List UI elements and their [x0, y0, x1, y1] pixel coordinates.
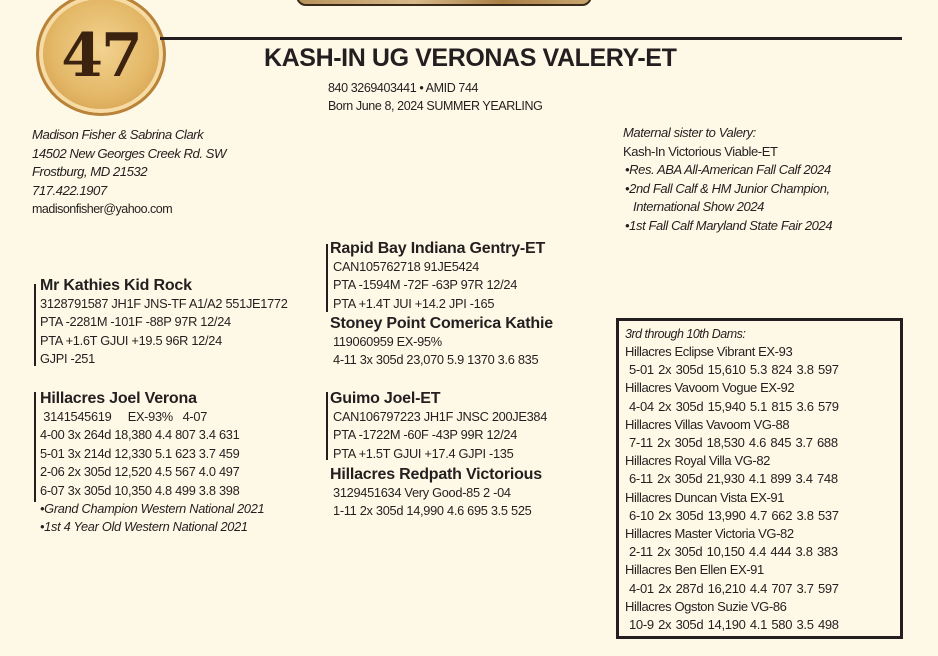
sire-line: GJPI -251	[40, 351, 95, 367]
sire-bracket	[34, 284, 38, 366]
header-decoration	[296, 0, 592, 6]
sire-name: Mr Kathies Kid Rock	[40, 277, 192, 294]
dams-box-heading: 3rd through 10th Dams:	[625, 327, 746, 341]
sire-sire-name: Rapid Bay Indiana Gentry-ET	[330, 240, 546, 257]
dam-line: 4-00 3x 264d 18,380 4.4 807 3.4 631	[40, 427, 240, 443]
dam-entry-name: Hillacres Villas Vavoom VG-88	[625, 416, 790, 432]
maternal-name: Kash-In Victorious Viable-ET	[623, 143, 778, 159]
dam-entry-record: 2-11 2x 305d 10,150 4.4 444 3.8 383	[629, 544, 838, 560]
owner-block	[32, 126, 226, 219]
dams-list	[625, 343, 900, 634]
dam-entry-record: 10-9 2x 305d 14,190 4.1 580 3.5 498	[629, 617, 839, 633]
dam-sire-name: Guimo Joel-ET	[330, 390, 441, 407]
dam-entry-name: Hillacres Vavoom Vogue EX-92	[625, 380, 795, 396]
sire-dam-name: Stoney Point Comerica Kathie	[330, 315, 553, 332]
dam-dam-block	[330, 466, 542, 521]
owner-email: madisonfisher@yahoo.com	[32, 202, 173, 217]
dam-sire-line: PTA +1.5T GJUI +17.4 GJPI -135	[333, 445, 514, 461]
owner-address: 14502 New Georges Creek Rd. SW	[32, 145, 226, 161]
animal-title: KASH-IN UG VERONAS VALERY-ET	[264, 44, 677, 72]
sire-sire-line: PTA -1594M -72F -63P 97R 12/24	[333, 277, 518, 293]
dam-entry-record: 5-01 2x 305d 15,610 5.3 824 3.8 597	[629, 362, 839, 378]
sire-block	[40, 277, 288, 369]
sire-dam-block	[330, 315, 553, 370]
maternal-sister-block	[623, 124, 832, 235]
lot-number: 47	[61, 21, 141, 91]
dam-entry-name: Hillacres Ogston Suzie VG-86	[625, 598, 787, 614]
sire-line: PTA +1.6T GJUI +19.5 96R 12/24	[40, 332, 222, 348]
sire-dam-line: 119060959 EX-95%	[333, 334, 442, 349]
sire-dam-line: 4-11 3x 305d 23,070 5.9 1370 3.6 835	[333, 352, 539, 368]
dam-entry-record: 6-11 2x 305d 21,930 4.1 899 3.4 748	[629, 471, 838, 487]
dam-bracket	[34, 392, 38, 502]
dam-sire-line: PTA -1722M -60F -43P 99R 12/24	[333, 427, 518, 443]
lot-number-badge	[36, 0, 166, 116]
sire-line: PTA -2281M -101F -88P 97R 12/24	[40, 314, 231, 330]
dam-entry-record: 4-04 2x 305d 15,940 5.1 815 3.6 579	[629, 398, 839, 414]
dam-entry-name: Hillacres Royal Villa VG-82	[625, 453, 771, 469]
sire-sire-line: PTA +1.4T JUI +14.2 JPI -165	[333, 295, 495, 311]
sire-sire-line: CAN105762718 91JE5424	[333, 259, 479, 274]
dam-block	[40, 390, 264, 537]
dam-honor: •1st 4 Year Old Western National 2021	[40, 519, 248, 535]
dam-dam-name: Hillacres Redpath Victorious	[330, 466, 542, 483]
dam-entry-name: Hillacres Duncan Vista EX-91	[625, 489, 785, 505]
birth-date-class: Born June 8, 2024 SUMMER YEARLING	[328, 99, 543, 113]
dam-sire-line: CAN106797223 JH1F JNSC 200JE384	[333, 409, 548, 424]
dam-entry-record: 6-10 2x 305d 13,990 4.7 662 3.8 537	[629, 507, 839, 523]
maternal-honor: •Res. ABA All-American Fall Calf 2024	[625, 162, 831, 177]
dam-line: 3141545619 EX-93% 4-07	[40, 409, 208, 424]
dam-name: Hillacres Joel Verona	[40, 390, 197, 407]
dam-line: 5-01 3x 214d 12,330 5.1 623 3.7 459	[40, 445, 240, 461]
owner-phone: 717.422.1907	[32, 182, 107, 198]
dam-dam-line: 1-11 2x 305d 14,990 4.6 695 3.5 525	[333, 503, 532, 519]
dam-entry-name: Hillacres Master Victoria VG-82	[625, 526, 794, 542]
dam-line: 2-06 2x 305d 12,520 4.5 567 4.0 497	[40, 464, 240, 480]
extended-dams-box	[616, 318, 903, 639]
dam-line: 6-07 3x 305d 10,350 4.8 499 3.8 398	[40, 482, 240, 498]
maternal-heading: Maternal sister to Valery:	[623, 125, 756, 140]
sire-sire-block	[330, 240, 545, 313]
dam-entry-record: 4-01 2x 287d 16,210 4.4 707 3.7 597	[629, 580, 839, 596]
sire-line: 3128791587 JH1F JNS-TF A1/A2 551JE1772	[40, 296, 288, 311]
dam-entry-name: Hillacres Ben Ellen EX-91	[625, 562, 764, 578]
dam-sire-block	[330, 390, 547, 463]
dam-dam-line: 3129451634 Very Good-85 2 -04	[333, 485, 511, 500]
dam-honor: •Grand Champion Western National 2021	[40, 501, 265, 517]
dam-entry-record: 7-11 2x 305d 18,530 4.6 845 3.7 688	[629, 435, 838, 451]
registration-ids: 840 3269403441 • AMID 744	[328, 81, 479, 95]
maternal-honor: International Show 2024	[633, 199, 765, 214]
owner-city: Frostburg, MD 21532	[32, 164, 148, 180]
maternal-honor: •2nd Fall Calf & HM Junior Champion,	[625, 180, 830, 196]
dam-entry-name: Hillacres Eclipse Vibrant EX-93	[625, 344, 793, 359]
owner-names: Madison Fisher & Sabrina Clark	[32, 127, 204, 142]
maternal-honor: •1st Fall Calf Maryland State Fair 2024	[625, 217, 833, 233]
title-rule	[160, 37, 902, 40]
